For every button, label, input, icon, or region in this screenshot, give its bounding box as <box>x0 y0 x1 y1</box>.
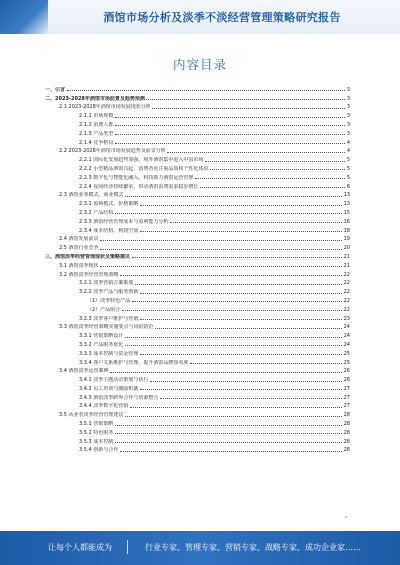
toc-entry-label: 一、引言 <box>45 86 66 93</box>
toc-leader-dots <box>132 301 342 302</box>
page-marker <box>345 516 347 518</box>
toc-leader-dots <box>125 416 342 417</box>
toc-entry-label: 3.2.1 淡季营销方案策划 <box>79 280 134 287</box>
toc-entry[interactable] <box>45 181 350 190</box>
toc-entry[interactable] <box>45 251 350 260</box>
toc-leader-dots <box>100 266 342 267</box>
toc-entry-page: 22 <box>343 271 350 278</box>
toc-leader-dots <box>132 257 343 258</box>
toc-entry-label: 2.2.3 数字化与智能化融入，科技助力酒馆运营管理 <box>79 174 194 181</box>
toc-entry[interactable] <box>45 84 350 93</box>
toc-entry[interactable] <box>45 102 350 111</box>
toc-entry[interactable] <box>45 383 350 392</box>
toc-entry-label: 3.3 酒馆淡季经营策略实施要点与风险防范 <box>59 324 154 331</box>
footer-slogan-left: 让每个人都能成为 <box>48 543 112 552</box>
toc-leader-dots <box>155 328 342 329</box>
header-corner-decoration <box>0 0 48 34</box>
toc-leader-dots <box>140 293 342 294</box>
toc-entry-page: 28 <box>343 429 350 436</box>
toc-entry-page: 22 <box>343 289 350 296</box>
toc-entry-label: 3.4.3 酒馆淡季跨界合作与资源整合 <box>79 394 159 401</box>
toc-entry[interactable] <box>45 260 350 269</box>
toc-entry-label: 2.2 2023-2028年酒馆市场发展趋势及前景分析 <box>59 148 166 155</box>
toc-entry-label: 3.3.1 营销策略设计 <box>79 333 124 340</box>
toc-leader-dots <box>115 442 342 443</box>
toc-entry[interactable] <box>45 330 350 339</box>
toc-entry[interactable] <box>45 418 350 427</box>
toc-entry-label: 2.1.1 市场规模 <box>79 113 114 120</box>
toc-entry[interactable] <box>45 119 350 128</box>
toc-entry[interactable] <box>45 110 350 119</box>
toc-entry-page: 5 <box>346 165 350 172</box>
toc-leader-dots <box>125 345 342 346</box>
toc-entry-label: 2.2.4 夜间经济持续繁荣，带动酒馆消费需求稳步增长 <box>79 183 199 190</box>
toc-entry-label: 2.5 酒馆行业竞争 <box>59 245 99 252</box>
toc-entry[interactable] <box>45 137 350 146</box>
toc-leader-dots <box>115 433 342 434</box>
toc-entry[interactable] <box>45 286 350 295</box>
toc-leader-dots <box>195 178 345 179</box>
toc-entry-page: 28 <box>343 438 350 445</box>
toc-leader-dots <box>122 310 342 311</box>
toc-entry-page: 28 <box>343 421 350 428</box>
toc-entry[interactable] <box>45 190 350 199</box>
toc-entry-label: 3.4.4 淡季数字化营销 <box>79 403 129 410</box>
toc-entry-page: 22 <box>343 306 350 313</box>
toc-entry-label: 3.2.3 淡季客户维护与营销 <box>79 315 139 322</box>
toc-entry[interactable] <box>45 339 350 348</box>
toc-entry-page: 25 <box>343 359 350 366</box>
toc-leader-dots <box>146 99 345 100</box>
toc-leader-dots <box>140 231 342 232</box>
toc-entry-label: （1）淡季特色产品 <box>87 297 131 304</box>
toc-entry-page: 4 <box>346 139 350 146</box>
toc-entry-page: 3 <box>346 121 350 128</box>
toc-leader-dots <box>160 398 342 399</box>
toc-entry[interactable] <box>45 409 350 418</box>
toc-heading: 内容目录 <box>172 57 227 72</box>
toc-leader-dots <box>152 108 345 109</box>
report-title: 酒馆市场分析及淡季不淡经营管理策略研究报告 <box>103 11 341 24</box>
toc-leader-dots <box>115 143 346 144</box>
toc-leader-dots <box>140 205 342 206</box>
toc-entry-label: 3.4.2 员工培训与激励机制 <box>79 385 139 392</box>
toc-entry-page: 13 <box>343 192 350 199</box>
toc-entry[interactable] <box>45 269 350 278</box>
toc-entry[interactable] <box>45 172 350 181</box>
toc-leader-dots <box>210 169 345 170</box>
toc-entry-page: 22 <box>343 297 350 304</box>
toc-entry-label: 3.2.2 淡季产品与服务创新 <box>79 289 139 296</box>
toc-leader-dots <box>170 222 342 223</box>
toc-entry-page: 23 <box>343 315 350 322</box>
toc-entry-page: 13 <box>343 201 350 208</box>
toc-leader-dots <box>100 240 342 241</box>
toc-entry[interactable] <box>45 313 350 322</box>
toc-entry-page: 24 <box>343 333 350 340</box>
toc-leader-dots <box>120 275 342 276</box>
toc-leader-dots <box>200 187 345 188</box>
table-of-contents <box>45 84 350 453</box>
toc-entry-label: 3.5.3 成本控制 <box>79 438 114 445</box>
toc-entry-label: 3.3.4 客户关系维护与管理，提升酒馆品牌知名度 <box>79 359 189 366</box>
toc-entry-label: 3.4 酒馆淡季运营案例 <box>59 368 109 375</box>
toc-entry-page: 20 <box>343 245 350 252</box>
toc-entry[interactable] <box>45 392 350 401</box>
toc-leader-dots <box>115 213 342 214</box>
toc-entry-label: 3.3.3 成本控制与资金管理 <box>79 350 139 357</box>
toc-leader-dots <box>115 425 342 426</box>
toc-entry-page: 16 <box>343 218 350 225</box>
toc-entry[interactable] <box>45 163 350 172</box>
toc-entry-label: 3.1 酒馆淡季现状 <box>59 262 99 269</box>
toc-entry[interactable] <box>45 348 350 357</box>
toc-entry-page: 6 <box>346 183 350 190</box>
toc-entry-label: 2.3.3 酒馆经营管理成本与盈利能力分析 <box>79 218 169 225</box>
toc-entry[interactable] <box>45 427 350 436</box>
toc-entry-label: 二、2023-2028年酒馆市场前景及趋势预测 <box>45 95 145 102</box>
toc-entry[interactable] <box>45 234 350 243</box>
toc-entry[interactable] <box>45 128 350 137</box>
toc-entry-label: 2.3.2 产品结构 <box>79 209 114 216</box>
page-footer <box>0 531 400 565</box>
toc-leader-dots <box>115 117 346 118</box>
toc-entry[interactable] <box>45 154 350 163</box>
toc-entry-label: 3.5.1 营销策略 <box>79 421 114 428</box>
toc-leader-dots <box>110 372 342 373</box>
toc-entry[interactable] <box>45 146 350 155</box>
toc-entry-page: 5 <box>346 174 350 181</box>
toc-entry-page: 15 <box>343 209 350 216</box>
toc-entry-page: 22 <box>343 280 350 287</box>
toc-leader-dots <box>150 381 342 382</box>
toc-entry-label: 2.1.2 消费人群 <box>79 121 114 128</box>
toc-entry-page: 26 <box>343 368 350 375</box>
footer-slogan-right: 行业专家、管理专家、营销专家、战略专家、成功企业家…… <box>145 543 361 552</box>
toc-entry-label: 2.4 酒馆发展前景 <box>59 236 99 243</box>
toc-entry-page: 4 <box>346 148 350 155</box>
toc-entry-page: 27 <box>343 385 350 392</box>
toc-leader-dots <box>125 196 342 197</box>
toc-leader-dots <box>140 389 342 390</box>
toc-leader-dots <box>100 249 342 250</box>
toc-entry[interactable] <box>45 216 350 225</box>
toc-entry[interactable] <box>45 207 350 216</box>
toc-entry-label: 3.5.4 创新与合作 <box>79 447 119 454</box>
toc-entry[interactable] <box>45 357 350 366</box>
toc-leader-dots <box>67 90 346 91</box>
toc-entry-page: 3 <box>346 130 350 137</box>
toc-leader-dots <box>135 284 342 285</box>
toc-entry[interactable] <box>45 304 350 313</box>
toc-entry-label: 2.3.4 成本结构、利润空间 <box>79 227 139 234</box>
toc-entry-label: 3.3.2 产品服务优化 <box>79 341 124 348</box>
toc-entry-page: 21 <box>343 262 350 269</box>
toc-leader-dots <box>167 152 345 153</box>
toc-leader-dots <box>140 319 342 320</box>
toc-entry[interactable] <box>45 401 350 410</box>
toc-entry-label: 三、酒馆淡季经营管理现状及策略建议 <box>45 253 131 260</box>
toc-entry[interactable] <box>45 322 350 331</box>
toc-entry-label: 2.1.3 产品类型 <box>79 130 114 137</box>
toc-entry[interactable] <box>45 242 350 251</box>
toc-entry-label: 2.1.4 竞争格局 <box>79 139 114 146</box>
toc-leader-dots <box>120 451 342 452</box>
toc-leader-dots <box>140 354 342 355</box>
toc-entry[interactable] <box>45 93 350 102</box>
toc-leader-dots <box>115 134 346 135</box>
toc-entry-page: 26 <box>343 377 350 384</box>
toc-entry-label: 2.2.2 小型精品酒馆兴起，消费者更注重品质和个性化体验 <box>79 165 209 172</box>
toc-entry-page: 25 <box>343 350 350 357</box>
toc-entry-page: 27 <box>343 394 350 401</box>
toc-entry-page: 3 <box>346 95 350 102</box>
toc-entry[interactable] <box>45 374 350 383</box>
toc-entry[interactable] <box>45 445 350 454</box>
toc-entry[interactable] <box>45 366 350 375</box>
toc-entry-page: 19 <box>343 236 350 243</box>
toc-entry-page: 3 <box>346 86 350 93</box>
toc-entry-page: 21 <box>343 253 350 260</box>
toc-leader-dots <box>115 125 346 126</box>
toc-entry-page: 5 <box>346 157 350 164</box>
toc-entry-page: 24 <box>343 341 350 348</box>
toc-entry[interactable] <box>45 436 350 445</box>
toc-entry-page: 18 <box>343 227 350 234</box>
toc-entry-label: 3.5 从业者淡季经营管理建议 <box>59 412 124 419</box>
toc-entry-label: 2.3.1 盈利模式、价格策略 <box>79 201 139 208</box>
toc-entry-page: 24 <box>343 324 350 331</box>
toc-leader-dots <box>190 363 342 364</box>
toc-entry-page: 27 <box>343 403 350 410</box>
toc-entry-label: 3.5.2 特色服务 <box>79 429 114 436</box>
toc-entry-label: 3.2 酒馆淡季经营管理策略 <box>59 271 119 278</box>
page-header <box>0 0 400 34</box>
toc-leader-dots <box>205 161 345 162</box>
toc-entry-label: 3.4.1 淡季主题活动策划与执行 <box>79 377 149 384</box>
toc-leader-dots <box>130 407 342 408</box>
toc-entry-label: 2.2.1 国际化发展趋势加强，境外酒馆集中进入中国市场 <box>79 157 204 164</box>
footer-divider <box>127 540 128 554</box>
toc-entry-page: 3 <box>346 113 350 120</box>
toc-entry[interactable] <box>45 295 350 304</box>
toc-entry[interactable] <box>45 198 350 207</box>
toc-entry[interactable] <box>45 225 350 234</box>
toc-entry-label: （2）产品组合 <box>87 306 121 313</box>
toc-entry-page: 3 <box>346 104 350 111</box>
toc-entry-label: 2.3 酒馆业务模式、商业模式 <box>59 192 124 199</box>
toc-entry-page: 28 <box>343 412 350 419</box>
toc-entry-label: 2.1 2023-2028年酒馆市场发展现状分析 <box>59 104 151 111</box>
toc-entry[interactable] <box>45 278 350 287</box>
toc-leader-dots <box>125 337 342 338</box>
toc-entry-page: 28 <box>343 447 350 454</box>
